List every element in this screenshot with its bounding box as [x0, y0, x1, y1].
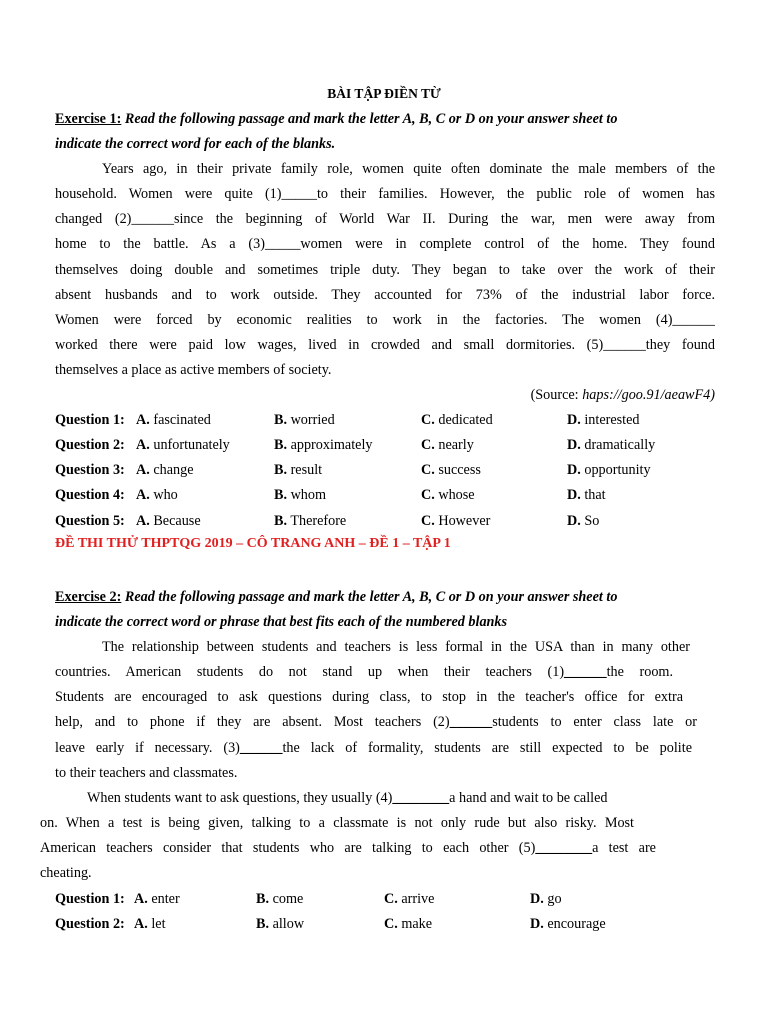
option-c[interactable]: C. dedicated [421, 412, 493, 429]
question-row [55, 458, 715, 483]
exercise-1-label: Exercise 1: [55, 111, 122, 127]
option-a[interactable]: A. who [136, 487, 178, 504]
option-c[interactable]: C. nearly [421, 437, 474, 454]
passage-line: on. When a test is being given, talking to a classmate is not only rude but also risky. Most [40, 815, 634, 832]
question-row [55, 433, 715, 458]
question-row [55, 408, 715, 433]
exercise-2-continued [40, 786, 685, 886]
question-label: Question 5: [55, 512, 125, 529]
passage-line: The relationship between students and teachers is less formal in the USA than in many other [102, 639, 690, 656]
passage-line: to their teachers and classmates. [55, 764, 238, 781]
exercise-1-instruction [55, 107, 715, 132]
exercise-2-instruction [55, 585, 715, 610]
passage-line: leave early if necessary. (3)______the lack of formality, students are still expected to be polite [55, 739, 692, 756]
exercise-2-label: Exercise 2: [55, 589, 122, 605]
option-d[interactable]: D. So [567, 512, 600, 529]
passage-line: worked there were paid low wages, lived in crowded and small dormitories. (5)______they found [55, 336, 715, 353]
source-citation [55, 383, 715, 408]
option-d[interactable]: D. dramatically [567, 437, 656, 454]
passage-line: absent husbands and to work outside. They accounted for 73% of the industrial labor force. [55, 286, 715, 303]
question-label: Question 4: [55, 487, 125, 504]
option-a[interactable]: A. let [134, 916, 166, 933]
option-c[interactable]: C. whose [421, 487, 475, 504]
exercise-2-questions [55, 887, 715, 937]
option-b[interactable]: B. worried [274, 412, 335, 429]
passage-line: When students want to ask questions, they usually (4)________a hand and wait to be called [87, 790, 608, 806]
option-b[interactable]: B. allow [256, 916, 305, 933]
passage-line: home to the battle. As a (3)_____women were in complete control of the home. They found [55, 236, 715, 253]
option-d[interactable]: D. that [567, 487, 606, 504]
source-prefix: (Source: [530, 387, 583, 404]
question-label: Question 1: [55, 891, 125, 907]
exercise-1-instruction-b: indicate the correct word for each of the blanks. [55, 136, 336, 153]
page-title: BÀI TẬP ĐIỀN TỪ [327, 86, 441, 101]
option-c[interactable]: C. arrive [384, 891, 435, 907]
option-d[interactable]: D. opportunity [567, 462, 651, 479]
option-b[interactable]: B. result [274, 462, 323, 479]
passage-line: Students are encouraged to ask questions during class, to stop in the teacher's office for extra [55, 689, 683, 706]
option-a[interactable]: A. enter [134, 891, 180, 907]
option-d[interactable]: D. encourage [530, 916, 606, 933]
option-c[interactable]: C. However [421, 512, 491, 529]
question-label: Question 2: [55, 437, 125, 454]
exercise-1-instruction-a: Read the following passage and mark the letter A, B, C or D on your answer sheet to [124, 111, 618, 127]
option-b[interactable]: B. whom [274, 487, 327, 504]
option-a[interactable]: A. unfortunately [136, 437, 230, 454]
option-a[interactable]: A. Because [136, 512, 201, 529]
option-b[interactable]: B. Therefore [274, 512, 347, 529]
passage-line: help, and to phone if they are absent. Most teachers (2)______students to enter class late or [55, 714, 697, 731]
passage-line: Women were forced by economic realities to work in the factories. The women (4)______ [55, 311, 715, 328]
question-label: Question 3: [55, 462, 125, 479]
option-b[interactable]: B. approximately [274, 437, 373, 454]
question-label: Question 2: [55, 916, 125, 933]
question-row [55, 887, 715, 912]
source-link[interactable]: haps://goo.91/aeawF4) [582, 387, 715, 404]
option-c[interactable]: C. make [384, 916, 433, 933]
passage-line: changed (2)______since the beginning of World War II. During the war, men were away from [55, 211, 715, 228]
passage-line: countries. American students do not stand up when their teachers (1)______the room. [55, 664, 673, 681]
question-row [55, 483, 715, 508]
passage-line: American teachers consider that students who are talking to each other (5)________a test are [40, 840, 656, 857]
option-d[interactable]: D. go [530, 891, 562, 907]
exercise-2-instruction-a: Read the following passage and mark the letter A, B, C or D on your answer sheet to [124, 589, 618, 605]
passage-line: household. Women were quite (1)_____to their families. However, the public role of women has [55, 186, 715, 203]
exam-heading: ĐỀ THI THỬ THPTQG 2019 – CÔ TRANG ANH – ĐỀ 1 – TẬP 1 [55, 536, 451, 551]
option-a[interactable]: A. fascinated [136, 412, 211, 429]
passage-line: cheating. [40, 865, 92, 882]
exercise-2-instruction-b: indicate the correct word or phrase that best fits each of the numbered blanks [55, 614, 508, 631]
exercise-1 [55, 107, 715, 534]
passage-line: themselves a place as active members of society. [55, 361, 332, 378]
option-c[interactable]: C. success [421, 462, 481, 479]
option-b[interactable]: B. come [256, 891, 304, 907]
option-a[interactable]: A. change [136, 462, 194, 479]
question-label: Question 1: [55, 412, 125, 429]
question-row [55, 509, 715, 534]
question-row [55, 912, 715, 937]
option-d[interactable]: D. interested [567, 412, 640, 429]
passage-line: Years ago, in their private family role, women quite often dominate the male members of the [102, 161, 715, 178]
exercise-2 [55, 585, 715, 786]
passage-line: themselves doing double and sometimes triple duty. They began to take over the work of their [55, 261, 715, 278]
